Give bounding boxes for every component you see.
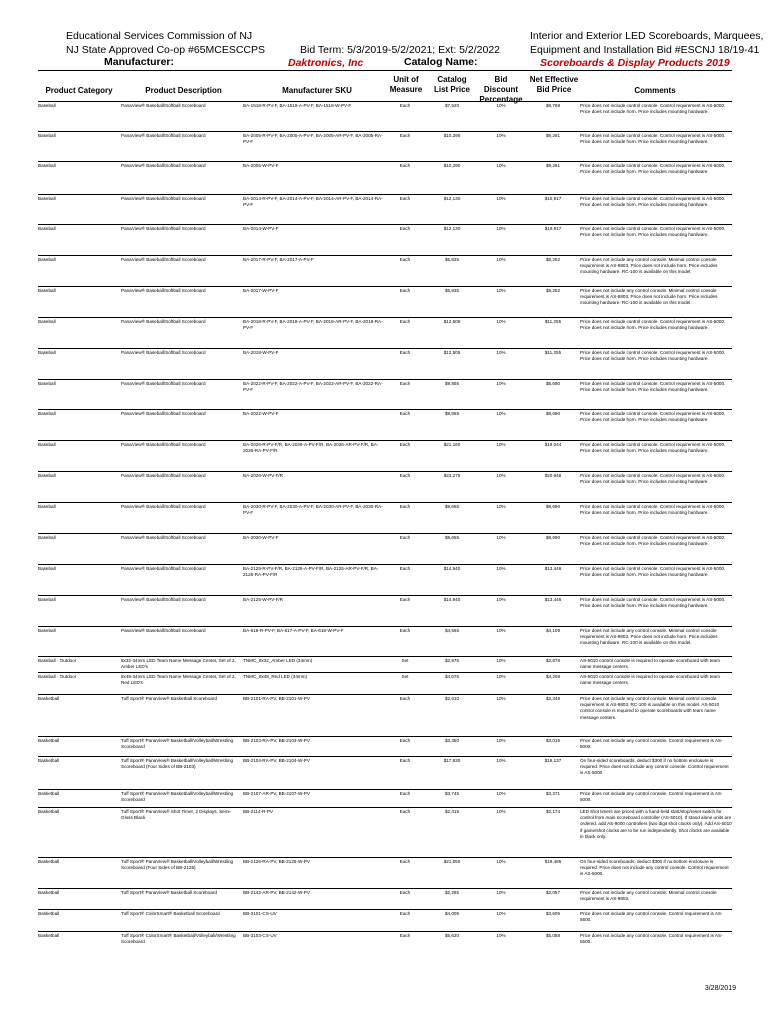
row-sku: BA-2018-R-PV-F, BA-2018-A-PV-F, BA-2018-AR-PV-F, BA-2018-RA-PV-F xyxy=(243,319,383,331)
row-sku: BB-2104-RA-PV, BB-2104-W-PV xyxy=(243,758,310,763)
row-comments: Price does not include control console. Control requirement is AS-5000. Price does not include horn. Price includes mounting hardware. xyxy=(580,319,726,331)
row-divider xyxy=(38,101,732,102)
row-divider xyxy=(38,440,732,441)
row-category: Baseball xyxy=(38,103,56,108)
row-category: Baseball xyxy=(38,226,56,231)
row-comments: Price does not include any control console. Minimal control console requirement is AS-9803. Price does not include horn. Price includes mounting hardware. RC-100 is available on this model. xyxy=(580,288,718,306)
row-sku: BB-2142-AR-PV, BB-2142-W-PV xyxy=(243,890,310,895)
row-unit: Each xyxy=(399,696,411,701)
row-unit: Each xyxy=(399,196,411,201)
row-comments: Price does not include control console. Control requirement is AS-5000. Price does not include horn. Price includes mounting hardware. xyxy=(580,163,726,175)
row-net-price: $3,371 xyxy=(545,791,561,796)
row-unit: Each xyxy=(399,809,411,814)
row-category: Basketball xyxy=(38,911,60,916)
row-list-price: $12,505 xyxy=(443,350,461,355)
row-divider xyxy=(38,807,732,808)
bid-title-line2: Equipment and Installation Bid #ESCNJ 18/19-41 xyxy=(530,44,760,56)
manufacturer-label: Manufacturer: xyxy=(104,56,175,68)
row-net-price: $10,917 xyxy=(544,196,562,201)
row-sku: BA-1518-R-PV-F, BA-1518-A-PV-F, BA-1518-W-PV-F xyxy=(243,103,352,108)
row-description: Tuff Sport® PanaView® Basketball Scoreboard xyxy=(121,890,218,895)
row-category: Baseball xyxy=(38,381,56,386)
row-description: Tuff Sport® PanaView® Basketball/Volleyball/Wrestling Scoreboard (Four Sides of BB-2103) xyxy=(121,758,234,770)
row-category: Baseball xyxy=(38,473,56,478)
row-divider xyxy=(38,909,732,910)
row-divider xyxy=(38,471,732,472)
row-discount: 10% xyxy=(496,758,506,763)
row-list-price: $12,130 xyxy=(443,196,461,201)
row-comments: Price does not include any control console. Minimal control console requirement is AS-9803. Price does not include horn. Price includes mounting hardware. RC-100 is available on this model. xyxy=(580,628,718,646)
row-discount: 10% xyxy=(496,628,506,633)
row-divider xyxy=(38,533,732,534)
row-category: Baseball - Outdoor xyxy=(38,674,77,679)
row-divider xyxy=(38,502,732,503)
row-list-price: $5,620 xyxy=(444,933,460,938)
row-category: Basketball xyxy=(38,738,60,743)
coop-number: NJ State Approved Co-op #65MCESCCPS xyxy=(66,44,266,56)
row-comments: On four-sided scoreboards, deduct $300 if no bottom enclosure is required. Price does not include any control console. Control requirement is AS-5000. xyxy=(580,758,729,776)
row-comments: Price does not include control console. Control requirement is AS-5000. Price does not include horn. Price includes mounting hardware. xyxy=(580,103,726,115)
row-category: Basketball xyxy=(38,809,60,814)
row-sku: BA-2030-R-PV-F, BA-2030-A-PV-F, BA-2030-AR-PV-F, BA-2030-RA-PV-F xyxy=(243,504,383,516)
row-category: Basketball xyxy=(38,890,60,895)
row-description: PanaView® Baseball/Softball Scoreboard xyxy=(121,411,206,416)
row-net-price: $10,917 xyxy=(544,226,562,231)
row-description: Tuff Sport® ColorSmart® Basketball/Volleyball/Wrestling Scoreboard xyxy=(121,933,236,945)
row-sku: BA-2017-R-PV-F, BA-2017-A-PV-F xyxy=(243,257,314,262)
row-unit: Each xyxy=(399,890,411,895)
row-list-price: $2,285 xyxy=(444,890,460,895)
row-divider xyxy=(38,224,732,225)
row-description: PanaView® Baseball/Softball Scoreboard xyxy=(121,628,206,633)
row-discount: 10% xyxy=(496,381,506,386)
row-unit: Each xyxy=(399,859,411,864)
row-list-price: $9,855 xyxy=(444,381,460,386)
row-discount: 10% xyxy=(496,658,506,663)
row-divider xyxy=(38,857,732,858)
row-unit: Each xyxy=(399,791,411,796)
row-list-price: $10,290 xyxy=(443,133,461,138)
row-net-price: $8,690 xyxy=(545,411,561,416)
row-discount: 10% xyxy=(496,859,506,864)
row-category: Baseball xyxy=(38,504,56,509)
row-list-price: $4,675 xyxy=(444,674,460,679)
row-comments: Price does not include control console. Control requirement is AS-5000. Price does not include horn. Price includes mounting hardware. xyxy=(580,196,726,208)
row-net-price: $5,252 xyxy=(545,257,561,262)
col-header-description: Product Description xyxy=(145,86,222,95)
row-category: Baseball xyxy=(38,411,56,416)
row-discount: 10% xyxy=(496,911,506,916)
row-sku: BB-2101-RA-PV, BB-2101-W-PV xyxy=(243,696,310,701)
row-discount: 10% xyxy=(496,411,506,416)
row-discount: 10% xyxy=(496,103,506,108)
row-description: PanaView® Baseball/Softball Scoreboard xyxy=(121,504,206,509)
row-description: PanaView® Baseball/Softball Scoreboard xyxy=(121,350,206,355)
row-net-price: $6,768 xyxy=(545,103,561,108)
row-net-price: $16,137 xyxy=(544,758,562,763)
row-unit: Each xyxy=(399,473,411,478)
row-category: Baseball xyxy=(38,535,56,540)
row-net-price: $8,690 xyxy=(545,535,561,540)
row-list-price: $14,940 xyxy=(443,597,461,602)
row-unit: Each xyxy=(399,257,411,262)
row-discount: 10% xyxy=(496,933,506,938)
row-discount: 10% xyxy=(496,504,506,509)
row-category: Baseball xyxy=(38,288,56,293)
row-category: Baseball xyxy=(38,133,56,138)
row-discount: 10% xyxy=(496,535,506,540)
row-unit: Each xyxy=(399,504,411,509)
col-header-list-price: Catalog List Price xyxy=(433,75,470,94)
row-unit: Each xyxy=(399,103,411,108)
row-list-price: $3,350 xyxy=(444,738,460,743)
row-comments: Price does not include any control console. Control requirement is AS-5500. xyxy=(580,911,723,923)
row-sku: BA-2005-W-PV-F xyxy=(243,163,279,168)
bid-title-line1: Interior and Exterior LED Scoreboards, Marquees, xyxy=(530,30,764,42)
row-divider xyxy=(38,626,732,627)
row-sku: BA-2026-W-PV-F/R xyxy=(243,473,283,478)
row-divider xyxy=(38,379,732,380)
row-description: PanaView® Baseball/Softball Scoreboard xyxy=(121,226,206,231)
row-comments: Price does not include any control console. Minimal control console requirement is AS-9803. Price does not include horn. Price includes mounting hardware. RC-100 is available on this model. xyxy=(580,257,718,275)
row-category: Baseball xyxy=(38,196,56,201)
row-category: Baseball xyxy=(38,628,56,633)
row-divider xyxy=(38,564,732,565)
row-sku: BA-2014-R-PV-F, BA-2014-A-PV-F, BA-2014-AR-PV-F, BA-2014-RA-PV-F xyxy=(243,196,383,208)
row-comments: Price does not include any control console. Minimal control console requirement is AS-9803. RC-100 is available on this model. AS-5010 control console is required to operate scoreboards with team name message centers. xyxy=(580,696,720,720)
row-list-price: $21,160 xyxy=(443,442,461,447)
row-net-price: $9,261 xyxy=(545,133,561,138)
col-header-comments: Comments xyxy=(634,86,676,95)
row-net-price: $13,446 xyxy=(544,597,562,602)
row-net-price: $3,605 xyxy=(545,911,561,916)
row-discount: 10% xyxy=(496,226,506,231)
row-list-price: $3,745 xyxy=(444,791,460,796)
row-comments: Price does not include any control console. Control requirement is AS-5000. xyxy=(580,791,723,803)
org-name: Educational Services Commission of NJ xyxy=(66,30,253,42)
row-divider xyxy=(38,672,732,673)
row-description: PanaView® Baseball/Softball Scoreboard xyxy=(121,257,206,262)
row-discount: 10% xyxy=(496,738,506,743)
row-sku: BA-2125-R-PV-F/R, BA-2125-A-PV-F/R, BA-2125-AR-PV-F/R, BA-2125-RA-PV-F/R xyxy=(243,566,379,578)
row-unit: Each xyxy=(399,319,411,324)
row-divider xyxy=(38,348,732,349)
row-divider xyxy=(38,656,732,657)
row-divider xyxy=(38,409,732,410)
row-divider xyxy=(38,931,732,932)
col-header-sku: Manufacturer SKU xyxy=(282,86,352,95)
row-unit: Each xyxy=(399,597,411,602)
row-list-price: $17,930 xyxy=(443,758,461,763)
row-comments: AS-5010 control console is required to operate scoreboard with team name message centers. xyxy=(580,658,720,670)
row-unit: Each xyxy=(399,442,411,447)
row-sku: BA-2026-R-PV-F/R, BA-2026-A-PV-F/R, BA-2026-AR-PV-F/R, BA-2026-RA-PV-F/R xyxy=(243,442,379,454)
row-divider xyxy=(38,694,732,695)
row-list-price: $14,940 xyxy=(443,566,461,571)
row-list-price: $4,005 xyxy=(444,911,460,916)
row-sku: BB-3103-CS-UV xyxy=(243,933,277,938)
row-sku: BA-2005-R-PV-F, BA-2005-A-PV-F, BA-2005-AR-PV-F, BA-2005-RA-PV-F xyxy=(243,133,383,145)
catalog-name: Scoreboards & Display Products 2019 xyxy=(540,57,730,69)
row-unit: Set xyxy=(401,658,409,663)
bid-term: Bid Term: 5/3/2019-5/2/2021; Ext: 5/2/2022 xyxy=(300,44,501,56)
row-net-price: $13,446 xyxy=(544,566,562,571)
row-net-price: $2,174 xyxy=(545,809,561,814)
row-discount: 10% xyxy=(496,319,506,324)
row-list-price: $9,855 xyxy=(444,411,460,416)
row-comments: On four-sided scoreboards, deduct $300 if no bottom enclosure is required. Price does not include any control console. Control requirement is AS-5000. xyxy=(580,859,729,877)
row-list-price: $12,130 xyxy=(443,226,461,231)
row-unit: Each xyxy=(399,381,411,386)
row-sku: BA-2030-W-PV-F xyxy=(243,535,279,540)
header-divider xyxy=(38,70,732,71)
row-discount: 10% xyxy=(496,288,506,293)
row-discount: 10% xyxy=(496,597,506,602)
row-discount: 10% xyxy=(496,163,506,168)
row-discount: 10% xyxy=(496,809,506,814)
row-net-price: $5,058 xyxy=(545,933,561,938)
row-comments: Price does not include control console. Control requirement is AS-5000. Price does not include horn. Price includes mounting hardware. xyxy=(580,566,726,578)
row-discount: 10% xyxy=(496,674,506,679)
row-description: PanaView® Baseball/Softball Scoreboard xyxy=(121,381,206,386)
row-divider xyxy=(38,595,732,596)
row-list-price: $2,975 xyxy=(444,658,460,663)
row-divider xyxy=(38,255,732,256)
row-comments: Price does not include any control console. Control requirement is AS-5500. xyxy=(580,933,723,945)
row-description: PanaView® Baseball/Softball Scoreboard xyxy=(121,319,206,324)
row-description: PanaView® Baseball/Softball Scoreboard xyxy=(121,597,206,602)
row-discount: 10% xyxy=(496,133,506,138)
row-category: Baseball xyxy=(38,163,56,168)
row-sku: BA-618-R-PV-F, BA-617-A-PV-F, BA-618-W-PV-F xyxy=(243,628,344,633)
row-unit: Each xyxy=(399,226,411,231)
row-divider xyxy=(38,888,732,889)
row-divider xyxy=(38,736,732,737)
row-discount: 10% xyxy=(496,196,506,201)
row-comments: Price does not include control console. Control requirement is AS-5000. Price does not include horn. Price includes mounting hardware. xyxy=(580,381,726,393)
catalog-label: Catalog Name: xyxy=(404,56,478,68)
row-discount: 10% xyxy=(496,791,506,796)
row-description: PanaView® Baseball/Softball Scoreboard xyxy=(121,442,206,447)
row-divider xyxy=(38,194,732,195)
row-comments: Price does not include control console. Control requirement is AS-5000. Price does not include horn. Price includes mounting hardware. xyxy=(580,473,726,485)
row-sku: BA-2017-W-PV-F xyxy=(243,288,279,293)
row-divider xyxy=(38,286,732,287)
row-description: PanaView® Baseball/Softball Scoreboard xyxy=(121,566,206,571)
row-comments: Price does not include any control console. Control requirement is AS-5000. xyxy=(580,738,723,750)
row-net-price: $4,208 xyxy=(545,674,561,679)
row-discount: 10% xyxy=(496,890,506,895)
row-sku: TNMC_8x32_Amber LED (34mm) xyxy=(243,658,313,663)
row-net-price: $11,255 xyxy=(544,319,562,324)
row-discount: 10% xyxy=(496,696,506,701)
row-unit: Each xyxy=(399,133,411,138)
row-sku: TNMC_8x48_Red LED (34mm) xyxy=(243,674,308,679)
row-list-price: $9,655 xyxy=(444,504,460,509)
manufacturer-name: Daktronics, Inc xyxy=(288,57,364,69)
row-description: Tuff Sport® ColorSmart® Basketball Scoreboard xyxy=(121,911,220,916)
row-list-price: $2,415 xyxy=(444,809,460,814)
row-list-price: $10,290 xyxy=(443,163,461,168)
row-list-price: $7,520 xyxy=(444,103,460,108)
row-sku: BB-2114-R-PV xyxy=(243,809,274,814)
row-unit: Each xyxy=(399,350,411,355)
row-category: Basketball xyxy=(38,758,60,763)
row-list-price: $12,505 xyxy=(443,319,461,324)
row-net-price: $8,690 xyxy=(545,504,561,509)
page-date: 3/28/2019 xyxy=(704,985,736,992)
row-category: Basketball xyxy=(38,696,60,701)
row-description: Tuff Sport® PanaView® Shot Timer, 2 Displays, Semi-Gloss Black xyxy=(121,809,232,821)
row-comments: Price does not include control console. Control requirement is AS-5000. Price does not include horn. Price includes mounting hardware. xyxy=(580,504,726,516)
row-unit: Each xyxy=(399,566,411,571)
col-header-unit: Unit of Measure xyxy=(389,75,423,94)
row-net-price: $11,255 xyxy=(544,350,562,355)
row-description: PanaView® Baseball/Softball Scoreboard xyxy=(121,163,206,168)
row-list-price: $23,275 xyxy=(443,473,461,478)
row-unit: Each xyxy=(399,933,411,938)
row-net-price: $2,349 xyxy=(545,696,561,701)
row-category: Basketball xyxy=(38,933,60,938)
row-net-price: $2,678 xyxy=(545,658,561,663)
row-unit: Each xyxy=(399,758,411,763)
row-unit: Each xyxy=(399,163,411,168)
row-description: Tuff Sport® PanaView® Basketball/Volleyball/Wrestling Scoreboard (Four Sides of BB-2125) xyxy=(121,859,234,871)
row-comments: LED shot timers are priced with a hand-held start/stop/reset switch for control from main scoreboard controller (AS-5010). If stand alone units are ordered, add AS-9000 controllers (two digit shot clocks only). Add AS-5010 if game/shot clocks are to be run independently. Shot clocks are available in black only. xyxy=(580,809,732,839)
row-comments: Price does not include control console. Control requirement is AS-5000. Price does not include horn. Price includes mounting hardware. xyxy=(580,226,726,238)
row-comments: Price does not include control console. Control requirement is AS-5000. Price does not include horn. Price includes mounting hardware. xyxy=(580,133,726,145)
row-net-price: $19,044 xyxy=(544,442,562,447)
row-unit: Each xyxy=(399,288,411,293)
row-list-price: $2,610 xyxy=(444,696,460,701)
row-description: 8x32-34mm LED Team Name Message Center, Set of 2, Amber LED's xyxy=(121,658,236,670)
row-comments: Price does not include control console. Control requirement is AS-5000. Price does not include horn. Price includes mounting hardware. xyxy=(580,350,726,362)
row-sku: BB-3101-CS-UV xyxy=(243,911,277,916)
row-net-price: $5,252 xyxy=(545,288,561,293)
row-category: Baseball - Outdoor xyxy=(38,658,77,663)
row-description: PanaView® Baseball/Softball Scoreboard xyxy=(121,288,206,293)
row-sku: BA-2125-W-PV-F/R xyxy=(243,597,283,602)
row-divider xyxy=(38,756,732,757)
row-list-price: $21,650 xyxy=(443,859,461,864)
row-sku: BA-2018-W-PV-F xyxy=(243,350,279,355)
row-comments: Price does not include control console. Control requirement is AS-5000. Price does not include horn. Price includes mounting hardware. xyxy=(580,442,726,454)
row-category: Baseball xyxy=(38,319,56,324)
row-sku: BA-2022-W-PV-F xyxy=(243,411,279,416)
row-net-price: $3,015 xyxy=(545,738,561,743)
row-discount: 10% xyxy=(496,566,506,571)
row-list-price: $5,835 xyxy=(444,288,460,293)
row-description: Tuff Sport® PanaView® Basketball Scoreboard xyxy=(121,696,218,701)
row-unit: Each xyxy=(399,738,411,743)
row-category: Baseball xyxy=(38,566,56,571)
row-description: PanaView® Baseball/Softball Scoreboard xyxy=(121,535,206,540)
col-header-category: Product Category xyxy=(45,86,113,95)
row-net-price: $20,948 xyxy=(544,473,562,478)
row-sku: BB-2126-RA-PV, BB-2126-W-PV xyxy=(243,859,310,864)
row-net-price: $9,261 xyxy=(545,163,561,168)
row-category: Baseball xyxy=(38,442,56,447)
row-comments: Price does not include control console. Control requirement is AS-5000. Price does not include horn. Price includes mounting hardware. xyxy=(580,411,726,423)
row-sku: BB-2103-RA-PV, BB-2103-W-PV xyxy=(243,738,310,743)
col-header-discount: Bid Discount Percentage xyxy=(479,75,523,104)
row-category: Basketball xyxy=(38,859,60,864)
row-unit: Each xyxy=(399,411,411,416)
row-sku: BA-2022-R-PV-F, BA-2022-A-PV-F, BA-2022-AR-PV-F, BA-2022-RA-PV-F xyxy=(243,381,383,393)
row-description: PanaView® Baseball/Softball Scoreboard xyxy=(121,133,206,138)
row-category: Baseball xyxy=(38,350,56,355)
row-list-price: $4,565 xyxy=(444,628,460,633)
row-category: Baseball xyxy=(38,257,56,262)
row-net-price: $19,485 xyxy=(544,859,562,864)
row-description: PanaView® Baseball/Softball Scoreboard xyxy=(121,473,206,478)
row-net-price: $4,109 xyxy=(545,628,561,633)
row-description: Tuff Sport® PanaView® Basketball/Volleyball/Wrestling Scoreboard xyxy=(121,738,234,750)
row-discount: 10% xyxy=(496,350,506,355)
row-unit: Each xyxy=(399,911,411,916)
row-divider xyxy=(38,131,732,132)
row-divider xyxy=(38,161,732,162)
row-description: Tuff Sport® PanaView® Basketball/Volleyball/Wrestling Scoreboard xyxy=(121,791,234,803)
row-net-price: $2,057 xyxy=(545,890,561,895)
row-comments: Price does not include control console. Control requirement is AS-5000. Price does not include horn. Price includes mounting hardware. xyxy=(580,535,726,547)
row-list-price: $9,655 xyxy=(444,535,460,540)
col-header-net-price: Net Effective Bid Price xyxy=(529,75,579,94)
row-description: PanaView® Baseball/Softball Scoreboard xyxy=(121,196,206,201)
row-discount: 10% xyxy=(496,473,506,478)
row-sku: BA-2014-W-PV-F xyxy=(243,226,279,231)
row-comments: AS-5010 control console is required to operate scoreboard with team name message centers. xyxy=(580,674,720,686)
row-discount: 10% xyxy=(496,442,506,447)
row-divider xyxy=(38,317,732,318)
row-category: Baseball xyxy=(38,597,56,602)
row-unit: Set xyxy=(401,674,409,679)
row-sku: BB-2107-AR-PV, BB-2107-W-PV xyxy=(243,791,310,796)
row-comments: Price does not include any control console. Minimal control console requirement is AS-9803. xyxy=(580,890,717,902)
row-description: 8x48-34mm LED Team Name Message Center, Set of 2, Red LED's xyxy=(121,674,236,686)
row-divider xyxy=(38,789,732,790)
row-description: PanaView® Baseball/Softball Scoreboard xyxy=(121,103,206,108)
row-category: Basketball xyxy=(38,791,60,796)
row-list-price: $5,835 xyxy=(444,257,460,262)
row-unit: Each xyxy=(399,535,411,540)
row-discount: 10% xyxy=(496,257,506,262)
row-net-price: $8,690 xyxy=(545,381,561,386)
row-unit: Each xyxy=(399,628,411,633)
row-comments: Price does not include control console. Control requirement is AS-5000. Price does not include horn. Price includes mounting hardware. xyxy=(580,597,726,609)
